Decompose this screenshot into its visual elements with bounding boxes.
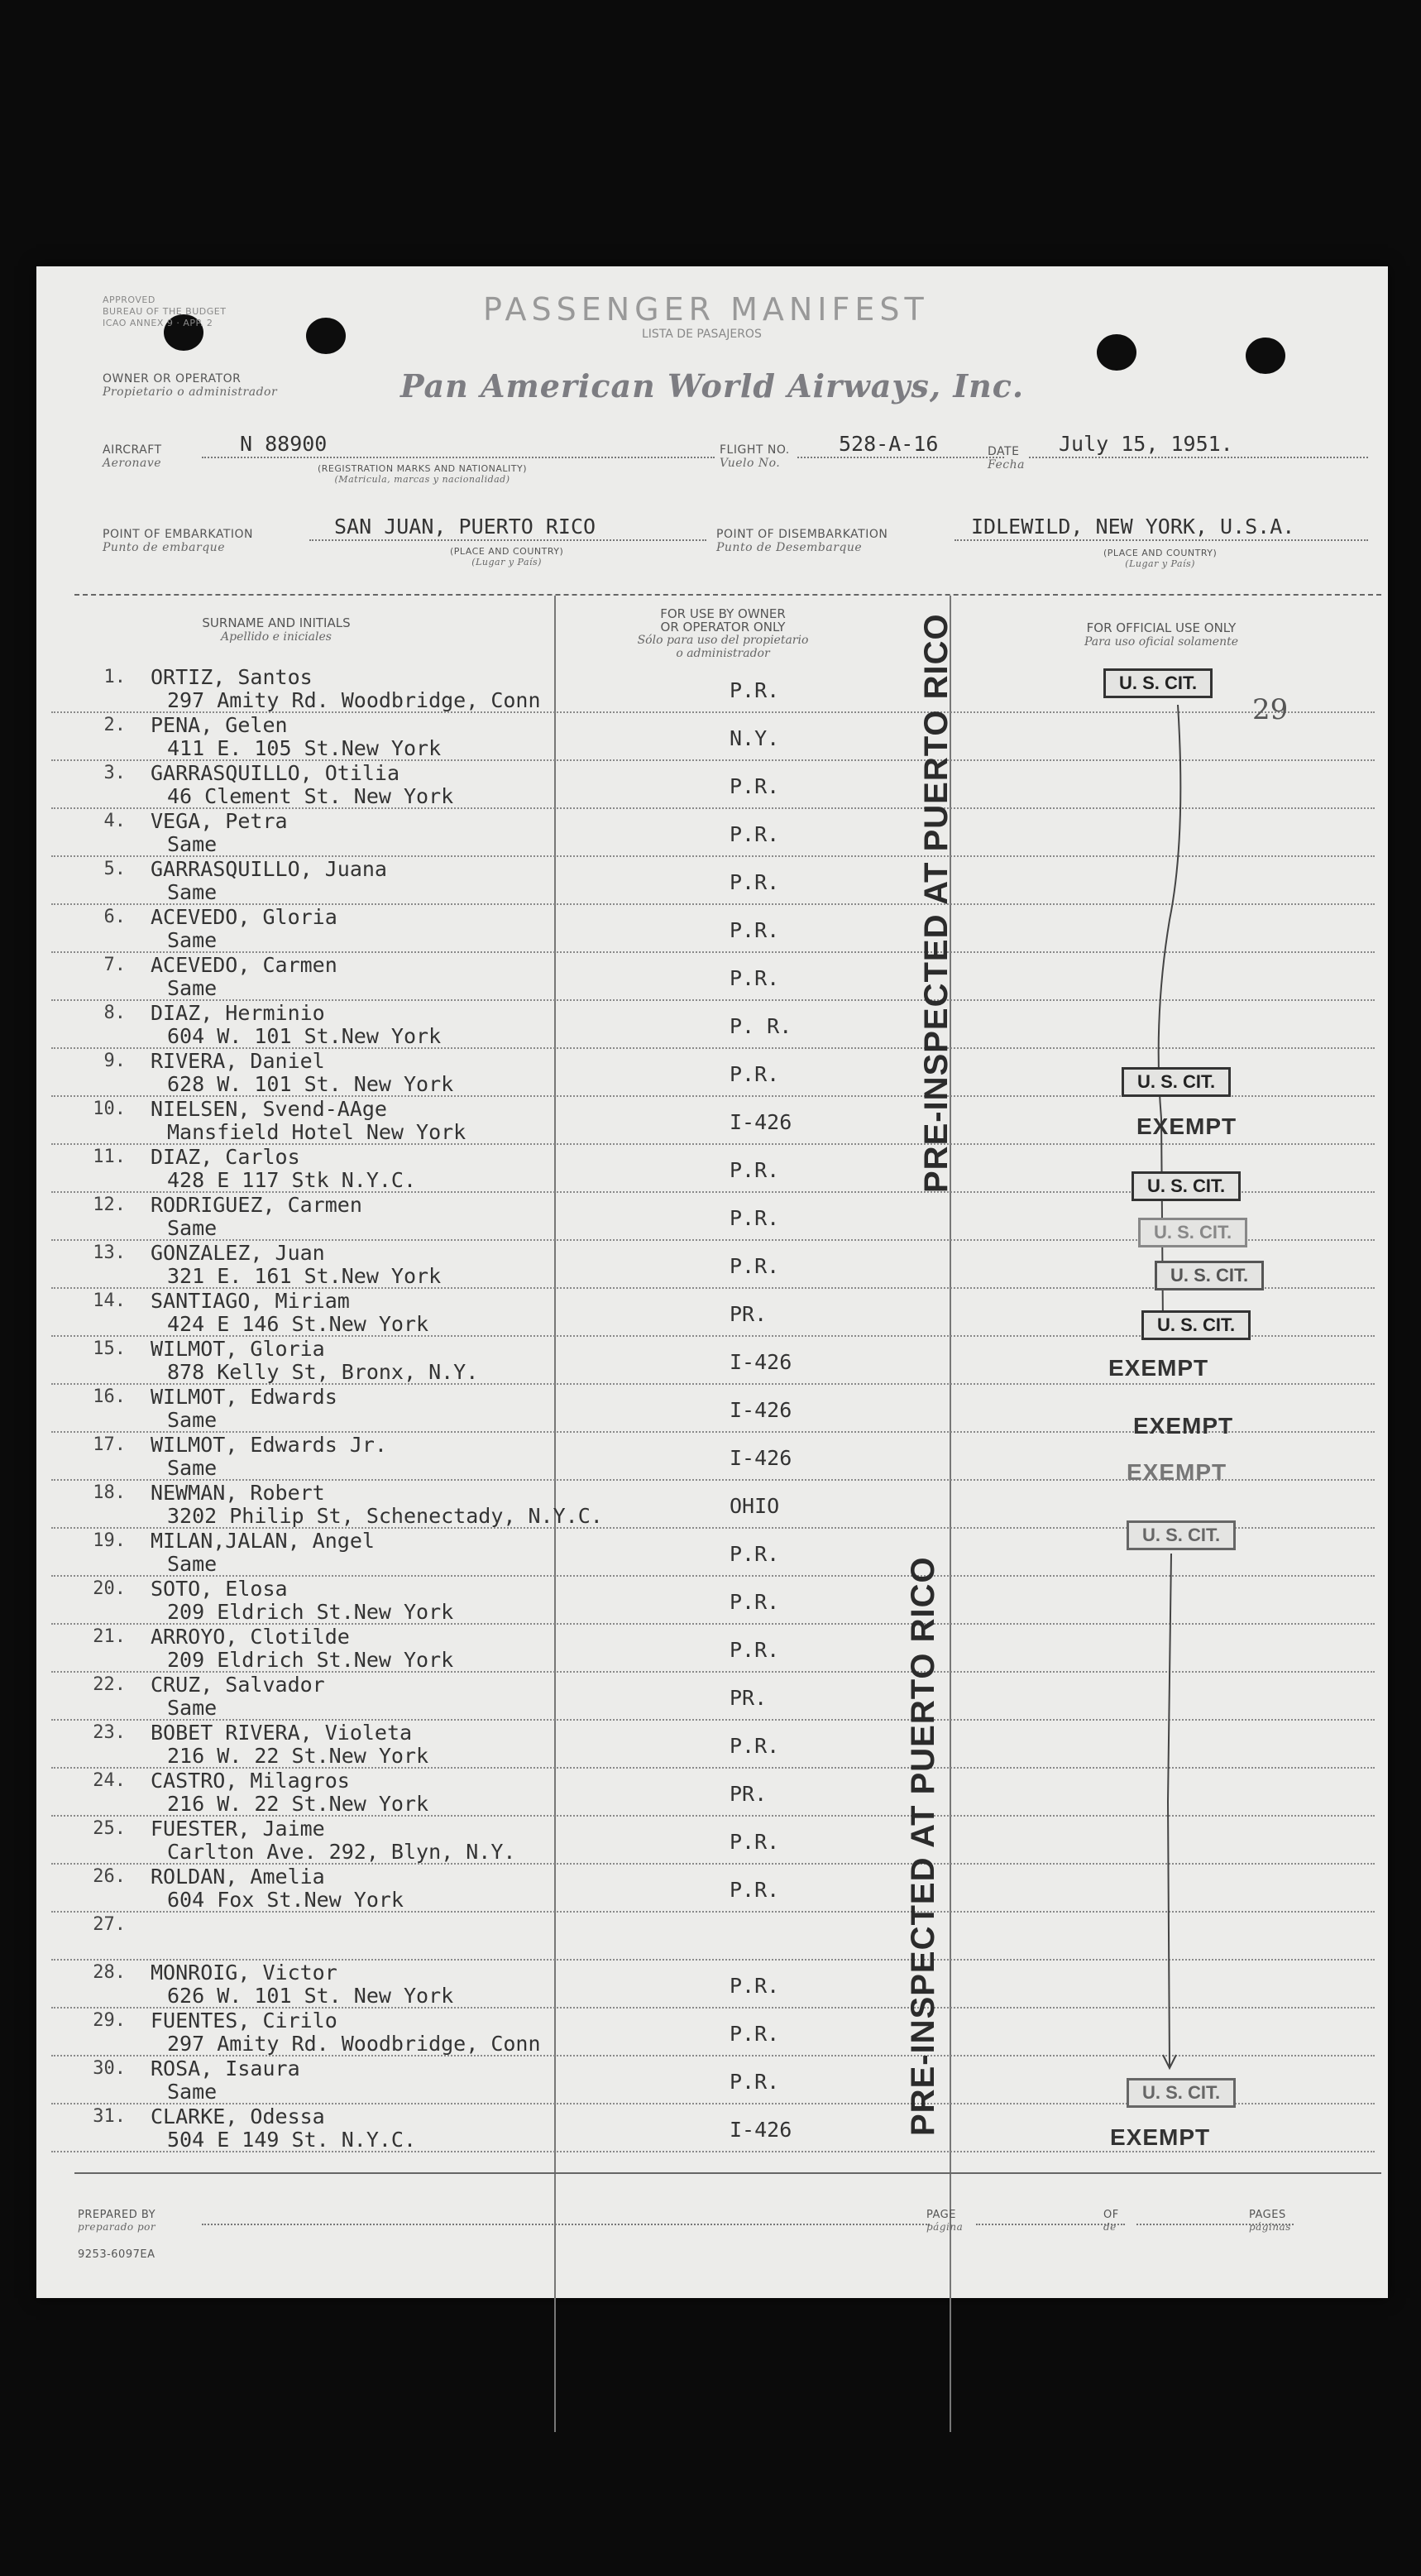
- row-number: 15.: [93, 1338, 126, 1359]
- passenger-address: 504 E 149 St. N.Y.C.: [167, 2128, 417, 2152]
- place-label-2: (PLACE AND COUNTRY) (Lugar y País): [1103, 548, 1218, 569]
- row-number: 13.: [93, 1243, 126, 1263]
- row-number: 2.: [103, 715, 126, 735]
- origin-code: P.R.: [730, 1206, 780, 1230]
- row-number: 7.: [103, 955, 126, 975]
- us-cit-stamp: U. S. CIT.: [1122, 1067, 1231, 1097]
- origin-code: P.R.: [730, 678, 780, 702]
- passenger-address: Same: [167, 1552, 218, 1576]
- row-number: 22.: [93, 1674, 126, 1695]
- date-value: July 15, 1951.: [1059, 432, 1233, 456]
- row-number: 9.: [103, 1051, 126, 1071]
- passenger-address: 297 Amity Rd. Woodbridge, Conn: [167, 2032, 541, 2056]
- us-cit-stamp: U. S. CIT.: [1127, 2078, 1236, 2108]
- row-number: 21.: [93, 1626, 126, 1647]
- origin-code: I-426: [730, 1398, 792, 1422]
- passenger-name: CLARKE, Odessa: [151, 2104, 325, 2128]
- passenger-name: PENA, Gelen: [151, 713, 288, 737]
- passenger-name: NEWMAN, Robert: [151, 1481, 325, 1505]
- passenger-name: CRUZ, Salvador: [151, 1673, 325, 1697]
- us-cit-stamp: U. S. CIT.: [1127, 1520, 1236, 1550]
- flight-label: FLIGHT NO. Vuelo No.: [720, 443, 790, 470]
- passenger-name: FUESTER, Jaime: [151, 1817, 325, 1841]
- place-label: (PLACE AND COUNTRY) (Lugar y País): [450, 546, 564, 567]
- us-cit-stamp: U. S. CIT.: [1103, 668, 1213, 698]
- passenger-address: 46 Clement St. New York: [167, 784, 454, 808]
- date-line: [1029, 457, 1368, 458]
- passenger-name: ACEVEDO, Gloria: [151, 905, 337, 929]
- passenger-name: ARROYO, Clotilde: [151, 1625, 350, 1649]
- origin-code: I-426: [730, 1350, 792, 1374]
- row-number: 25.: [93, 1818, 126, 1839]
- origin-code: P.R.: [730, 2022, 780, 2046]
- embark-value: SAN JUAN, PUERTO RICO: [334, 515, 596, 539]
- bracket-line: [1151, 1554, 1184, 2075]
- airline-name: Pan American World Airways, Inc.: [400, 367, 1025, 405]
- row-number: 20.: [93, 1578, 126, 1599]
- preinspected-stamp: PRE-INSPECTED AT PUERTO RICO: [905, 1556, 941, 2136]
- row-number: 5.: [103, 859, 126, 879]
- aircraft-value: N 88900: [240, 432, 328, 456]
- origin-code: I-426: [730, 1110, 792, 1134]
- origin-code: P.R.: [730, 2070, 780, 2094]
- row-number: 12.: [93, 1195, 126, 1215]
- exempt-stamp: EXEMPT: [1136, 1113, 1237, 1139]
- flight-value: 528-A-16: [839, 432, 939, 456]
- row-number: 27.: [93, 1914, 126, 1935]
- disembark-label: POINT OF DISEMBARKATION Punto de Desembarque: [716, 528, 888, 554]
- disembark-value: IDLEWILD, NEW YORK, U.S.A.: [971, 515, 1295, 539]
- passenger-name: ROSA, Isaura: [151, 2056, 300, 2080]
- passenger-address: 604 Fox St.New York: [167, 1888, 404, 1912]
- row-number: 30.: [93, 2058, 126, 2079]
- row-number: 18.: [93, 1482, 126, 1503]
- passenger-name: MONROIG, Victor: [151, 1961, 337, 1985]
- origin-code: P.R.: [730, 1254, 780, 1278]
- passenger-address: Same: [167, 1696, 218, 1720]
- page-line: [976, 2224, 1125, 2225]
- origin-code: P.R.: [730, 1638, 780, 1662]
- passenger-address: Same: [167, 880, 218, 904]
- origin-code: PR.: [730, 1782, 768, 1806]
- page-count: 29: [1252, 693, 1289, 726]
- row-number: 4.: [103, 811, 126, 831]
- passenger-address: 411 E. 105 St.New York: [167, 736, 442, 760]
- passenger-name: DIAZ, Carlos: [151, 1145, 300, 1169]
- form-number: 9253-6097EA: [78, 2248, 155, 2261]
- passenger-name: SOTO, Elosa: [151, 1577, 288, 1601]
- row-number: 29.: [93, 2010, 126, 2031]
- row-number: 11.: [93, 1147, 126, 1167]
- passenger-address: 209 Eldrich St.New York: [167, 1648, 454, 1672]
- origin-code: P.R.: [730, 1734, 780, 1758]
- passenger-address: Same: [167, 2080, 218, 2104]
- header-rule: [74, 594, 1381, 596]
- aircraft-label: AIRCRAFT Aeronave: [103, 443, 162, 470]
- row-number: 28.: [93, 1962, 126, 1983]
- origin-code: I-426: [730, 1446, 792, 1470]
- col-official-header: FOR OFFICIAL USE ONLY Para uso oficial solamente: [1084, 620, 1238, 649]
- embark-line: [309, 539, 706, 541]
- passenger-name: RODRIGUEZ, Carmen: [151, 1193, 362, 1217]
- passenger-address: 216 W. 22 St.New York: [167, 1792, 429, 1816]
- us-cit-stamp: U. S. CIT.: [1141, 1310, 1251, 1340]
- row-number: 6.: [103, 907, 126, 927]
- page-label: PAGE página: [926, 2209, 964, 2233]
- flight-line: [797, 457, 1004, 458]
- footer-rule: [74, 2172, 1381, 2174]
- origin-code: OHIO: [730, 1494, 780, 1518]
- origin-code: PR.: [730, 1686, 768, 1710]
- row-number: 16.: [93, 1386, 126, 1407]
- passenger-name: MILAN,JALAN, Angel: [151, 1529, 375, 1553]
- passenger-name: CASTRO, Milagros: [151, 1769, 350, 1793]
- row-number: 24.: [93, 1770, 126, 1791]
- passenger-name: DIAZ, Herminio: [151, 1001, 325, 1025]
- origin-code: P.R.: [730, 1974, 780, 1998]
- prepared-by-label: PREPARED BY preparado por: [78, 2209, 156, 2233]
- passenger-address: Same: [167, 832, 218, 856]
- row-number: 26.: [93, 1866, 126, 1887]
- registration-label: (REGISTRATION MARKS AND NATIONALITY) (Matricula, marcas y nacionalidad): [318, 463, 528, 485]
- origin-code: P.R.: [730, 1830, 780, 1854]
- origin-code: P. R.: [730, 1014, 792, 1038]
- passenger-address: Same: [167, 1408, 218, 1432]
- preinspected-stamp: PRE-INSPECTED AT PUERTO RICO: [918, 613, 955, 1193]
- row-number: 31.: [93, 2106, 126, 2127]
- passenger-address: 216 W. 22 St.New York: [167, 1744, 429, 1768]
- passenger-address: Same: [167, 1456, 218, 1480]
- row-number: 8.: [103, 1003, 126, 1023]
- origin-code: P.R.: [730, 822, 780, 846]
- passenger-address: Same: [167, 976, 218, 1000]
- date-label: DATE Fecha: [988, 445, 1025, 472]
- passenger-name: ORTIZ, Santos: [151, 665, 313, 689]
- row-number: 14.: [93, 1290, 126, 1311]
- passenger-address: 321 E. 161 St.New York: [167, 1264, 442, 1288]
- exempt-stamp: EXEMPT: [1127, 1459, 1227, 1485]
- passenger-name: WILMOT, Gloria: [151, 1337, 325, 1361]
- passenger-address: Carlton Ave. 292, Blyn, N.Y.: [167, 1840, 516, 1864]
- exempt-stamp: EXEMPT: [1110, 2124, 1211, 2150]
- us-cit-stamp: U. S. CIT.: [1155, 1261, 1264, 1290]
- origin-code: P.R.: [730, 1158, 780, 1182]
- form-title-es: LISTA DE PASAJEROS: [642, 328, 762, 341]
- origin-code: P.R.: [730, 966, 780, 990]
- passenger-name: WILMOT, Edwards Jr.: [151, 1433, 387, 1457]
- origin-code: P.R.: [730, 774, 780, 798]
- row-number: 10.: [93, 1099, 126, 1119]
- passenger-address: 628 W. 101 St. New York: [167, 1072, 454, 1096]
- passenger-name: SANTIAGO, Miriam: [151, 1289, 350, 1313]
- origin-code: N.Y.: [730, 726, 780, 750]
- origin-code: I-426: [730, 2118, 792, 2142]
- of-label: OF de: [1103, 2209, 1119, 2233]
- origin-code: P.R.: [730, 1590, 780, 1614]
- us-cit-stamp: U. S. CIT.: [1138, 1218, 1247, 1247]
- row-number: 17.: [93, 1434, 126, 1455]
- passenger-name: ROLDAN, Amelia: [151, 1865, 325, 1889]
- passenger-address: Same: [167, 928, 218, 952]
- prepared-by-line: [202, 2224, 930, 2225]
- passenger-address: 604 W. 101 St.New York: [167, 1024, 442, 1048]
- exempt-stamp: EXEMPT: [1133, 1413, 1234, 1439]
- manifest-sheet: [36, 266, 1388, 2298]
- us-cit-stamp: U. S. CIT.: [1132, 1171, 1241, 1201]
- passenger-name: GONZALEZ, Juan: [151, 1241, 325, 1265]
- col-surname-header: SURNAME AND INITIALS Apellido e iniciales: [202, 615, 351, 644]
- col-owner-header: FOR USE BY OWNER OR OPERATOR ONLY Sólo para uso del propietario o administrador: [637, 606, 809, 660]
- embark-label: POINT OF EMBARKATION Punto de embarque: [103, 528, 254, 554]
- passenger-address: Same: [167, 1216, 218, 1240]
- passenger-name: VEGA, Petra: [151, 809, 288, 833]
- approval-note: APPROVED BUREAU OF THE BUDGET ICAO ANNEX 9 · APP. 2: [103, 294, 227, 328]
- passenger-name: RIVERA, Daniel: [151, 1049, 325, 1073]
- passenger-address: 209 Eldrich St.New York: [167, 1600, 454, 1624]
- passenger-name: WILMOT, Edwards: [151, 1385, 337, 1409]
- disembark-line: [955, 539, 1368, 541]
- row-number: 3.: [103, 763, 126, 783]
- passenger-name: FUENTES, Cirilo: [151, 2009, 337, 2033]
- passenger-name: GARRASQUILLO, Juana: [151, 857, 387, 881]
- passenger-name: NIELSEN, Svend-AAge: [151, 1097, 387, 1121]
- origin-code: P.R.: [730, 1542, 780, 1566]
- origin-code: P.R.: [730, 1062, 780, 1086]
- row-number: 19.: [93, 1530, 126, 1551]
- punch-hole: [306, 318, 346, 354]
- owner-label: OWNER OR OPERATOR Propietario o administrador: [103, 372, 278, 399]
- passenger-address: 424 E 146 St.New York: [167, 1312, 429, 1336]
- passenger-address: 3202 Philip St, Schenectady, N.Y.C.: [167, 1504, 603, 1528]
- pages-label: PAGES páginas: [1249, 2209, 1291, 2233]
- origin-code: P.R.: [730, 1878, 780, 1902]
- aircraft-line: [202, 457, 715, 458]
- passenger-address: 297 Amity Rd. Woodbridge, Conn: [167, 688, 541, 712]
- passenger-address: 626 W. 101 St. New York: [167, 1984, 454, 2008]
- origin-code: P.R.: [730, 918, 780, 942]
- row-number: 23.: [93, 1722, 126, 1743]
- passenger-address: 428 E 117 Stk N.Y.C.: [167, 1168, 417, 1192]
- row-number: 1.: [103, 667, 126, 687]
- passenger-name: GARRASQUILLO, Otilia: [151, 761, 400, 785]
- passenger-name: BOBET RIVERA, Violeta: [151, 1721, 413, 1745]
- passenger-address: 878 Kelly St, Bronx, N.Y.: [167, 1360, 479, 1384]
- passenger-address: Mansfield Hotel New York: [167, 1120, 466, 1144]
- origin-code: P.R.: [730, 870, 780, 894]
- origin-code: PR.: [730, 1302, 768, 1326]
- form-title: PASSENGER MANIFEST: [483, 291, 929, 328]
- exempt-stamp: EXEMPT: [1108, 1355, 1209, 1381]
- punch-hole: [1246, 338, 1285, 374]
- passenger-name: ACEVEDO, Carmen: [151, 953, 337, 977]
- punch-hole: [1097, 334, 1136, 371]
